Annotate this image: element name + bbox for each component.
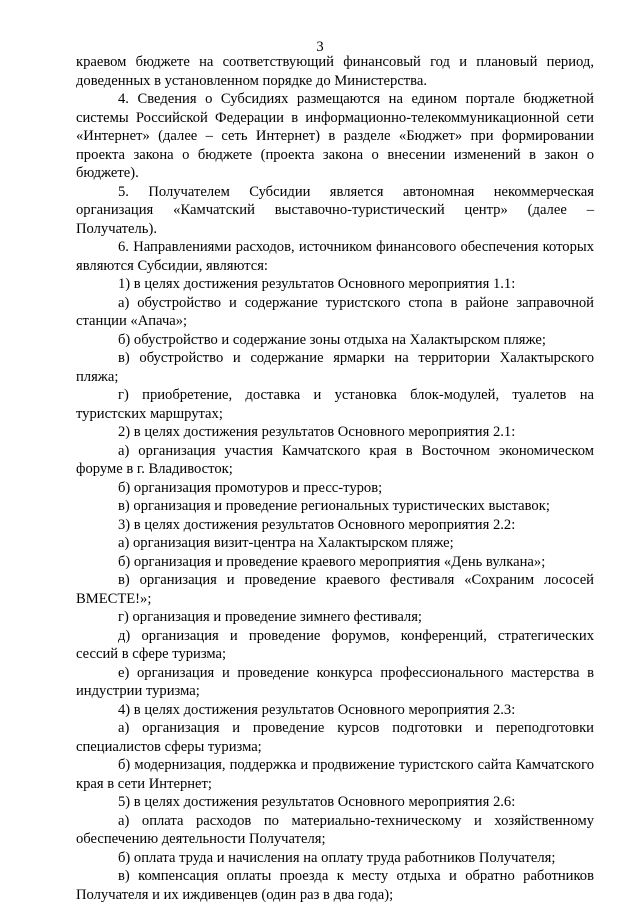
list-item: 1) в целях достижения результатов Основного мероприятия 1.1: xyxy=(118,276,516,292)
list-item: г) приобретение, доставка и установка блок-модулей, туалетов на туристских маршрутах; xyxy=(76,387,594,422)
list-item: а) организация и проведение курсов подготовки и переподготовки специалистов сферы туризма; xyxy=(76,720,594,755)
list-item: а) организация визит-центра на Халактырском пляже; xyxy=(118,535,454,551)
list-item: в) обустройство и содержание ярмарки на территории Халактырского пляжа; xyxy=(76,350,594,385)
list-item: а) оплата расходов по материально-техническому и хозяйственному обеспечению деятельности Получателя; xyxy=(76,812,594,847)
paragraph: 4. Сведения о Субсидиях размещаются на едином портале бюджетной системы Российской Федерации в информационно-телекоммуникационной сети «Интернет» (далее – сеть Интернет) в разделе «Бюджет» при формировании проекта закона о бюджете (проекта закона о внесении изменений в закон о бюджете). xyxy=(76,91,594,181)
list-item: е) организация и проведение конкурса профессионального мастерства в индустрии туризма; xyxy=(76,664,594,699)
list-item: б) обустройство и содержание зоны отдыха на Халактырском пляже; xyxy=(118,331,546,348)
list-item: б) организация и проведение краевого мероприятия «День вулкана»; xyxy=(118,553,546,570)
paragraph: 6. Направлениями расходов, источником финансового обеспечения которых являются Субсидии, являются: xyxy=(76,239,594,274)
list-item: а) организация участия Камчатского края в Восточном экономическом форуме в г. Владивосток; xyxy=(76,442,594,477)
paragraph: 5. Получателем Субсидии является автономная некоммерческая организация «Камчатский выставочно-туристический центр» (далее – Получатель). xyxy=(76,183,594,237)
list-item: 4) в целях достижения результатов Основного мероприятия 2.3: xyxy=(118,701,516,718)
list-item: г) организация и проведение зимнего фестиваля; xyxy=(118,609,422,625)
list-item: 5) в целях достижения результатов Основного мероприятия 2.6: xyxy=(118,794,516,810)
page-number: 3 xyxy=(316,39,324,55)
paragraph: краевом бюджете на соответствующий финансовый год и плановый период, доведенных в установленном порядке до Министерства. xyxy=(76,54,594,89)
list-item: в) организация и проведение краевого фестиваля «Сохраним лососей ВМЕСТЕ!»; xyxy=(76,572,594,607)
list-item: а) обустройство и содержание туристского стопа в районе заправочной станции «Апача»; xyxy=(76,294,594,329)
document-body xyxy=(76,53,594,904)
list-item: б) организация промотуров и пресс-туров; xyxy=(118,479,383,496)
list-item: в) компенсация оплаты проезда к месту отдыха и обратно работников Получателя и их иждивенцев (один раз в два года); xyxy=(76,868,594,903)
list-item: 2) в целях достижения результатов Основного мероприятия 2.1: xyxy=(118,424,516,440)
list-item: д) организация и проведение форумов, конференций, стратегических сессий в сфере туризма; xyxy=(76,627,594,662)
list-item: 3) в целях достижения результатов Основного мероприятия 2.2: xyxy=(118,516,516,533)
list-item: б) модернизация, поддержка и продвижение туристского сайта Камчатского края в сети Интернет; xyxy=(76,757,594,792)
list-item: б) оплата труда и начисления на оплату труда работников Получателя; xyxy=(118,849,556,866)
list-item: в) организация и проведение региональных туристических выставок; xyxy=(118,498,550,514)
